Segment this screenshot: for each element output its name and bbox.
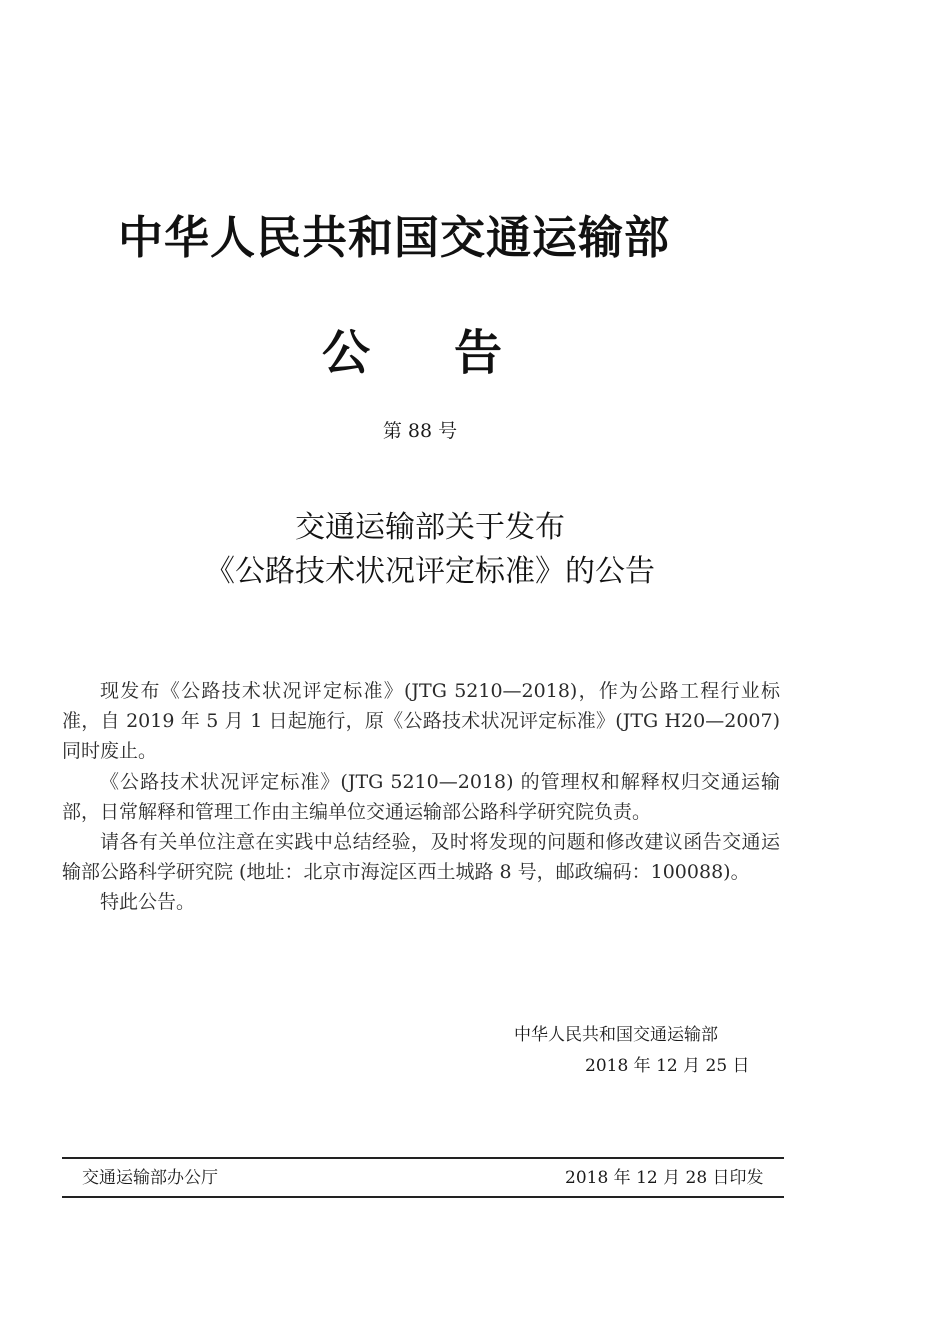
signature-org: 中华人民共和国交通运输部 <box>514 1025 718 1045</box>
body-paragraph: 请各有关单位注意在实践中总结经验，及时将发现的问题和修改建议函告交通运输部公路科学研究院 (地址：北京市海淀区西土城路 8 号，邮政编码：100088)。 <box>62 831 780 884</box>
signature-date: 2018 年 12 月 25 日 <box>585 1056 750 1076</box>
document-number: 第 88 号 <box>382 420 458 442</box>
headline-line-1: 交通运输部关于发布 <box>295 510 565 545</box>
announcement-body <box>62 676 780 918</box>
body-paragraph: 特此公告。 <box>100 891 196 914</box>
footer-issuer: 交通运输部办公厅 <box>82 1168 218 1188</box>
footer-bottom-rule <box>62 1196 784 1198</box>
document-type-char-2: 告 <box>454 325 503 381</box>
document-type-title <box>322 323 502 383</box>
headline-line-2: 《公路技术状况评定标准》的公告 <box>205 554 655 589</box>
document-type-char-1: 公 <box>322 325 371 381</box>
body-paragraph: 《公路技术状况评定标准》(JTG 5210—2018) 的管理权和解释权归交通运输部，日常解释和管理工作由主编单位交通运输部公路科学研究院负责。 <box>62 770 780 823</box>
footer-print-date: 2018 年 12 月 28 日印发 <box>565 1168 764 1188</box>
body-paragraph: 现发布《公路技术状况评定标准》(JTG 5210—2018)，作为公路工程行业标准，自 2019 年 5 月 1 日起施行，原《公路技术状况评定标准》(JTG H20—2007) 同时废止。 <box>62 680 780 763</box>
issuing-org-title: 中华人民共和国交通运输部 <box>118 211 671 264</box>
footer-top-rule <box>62 1157 784 1159</box>
